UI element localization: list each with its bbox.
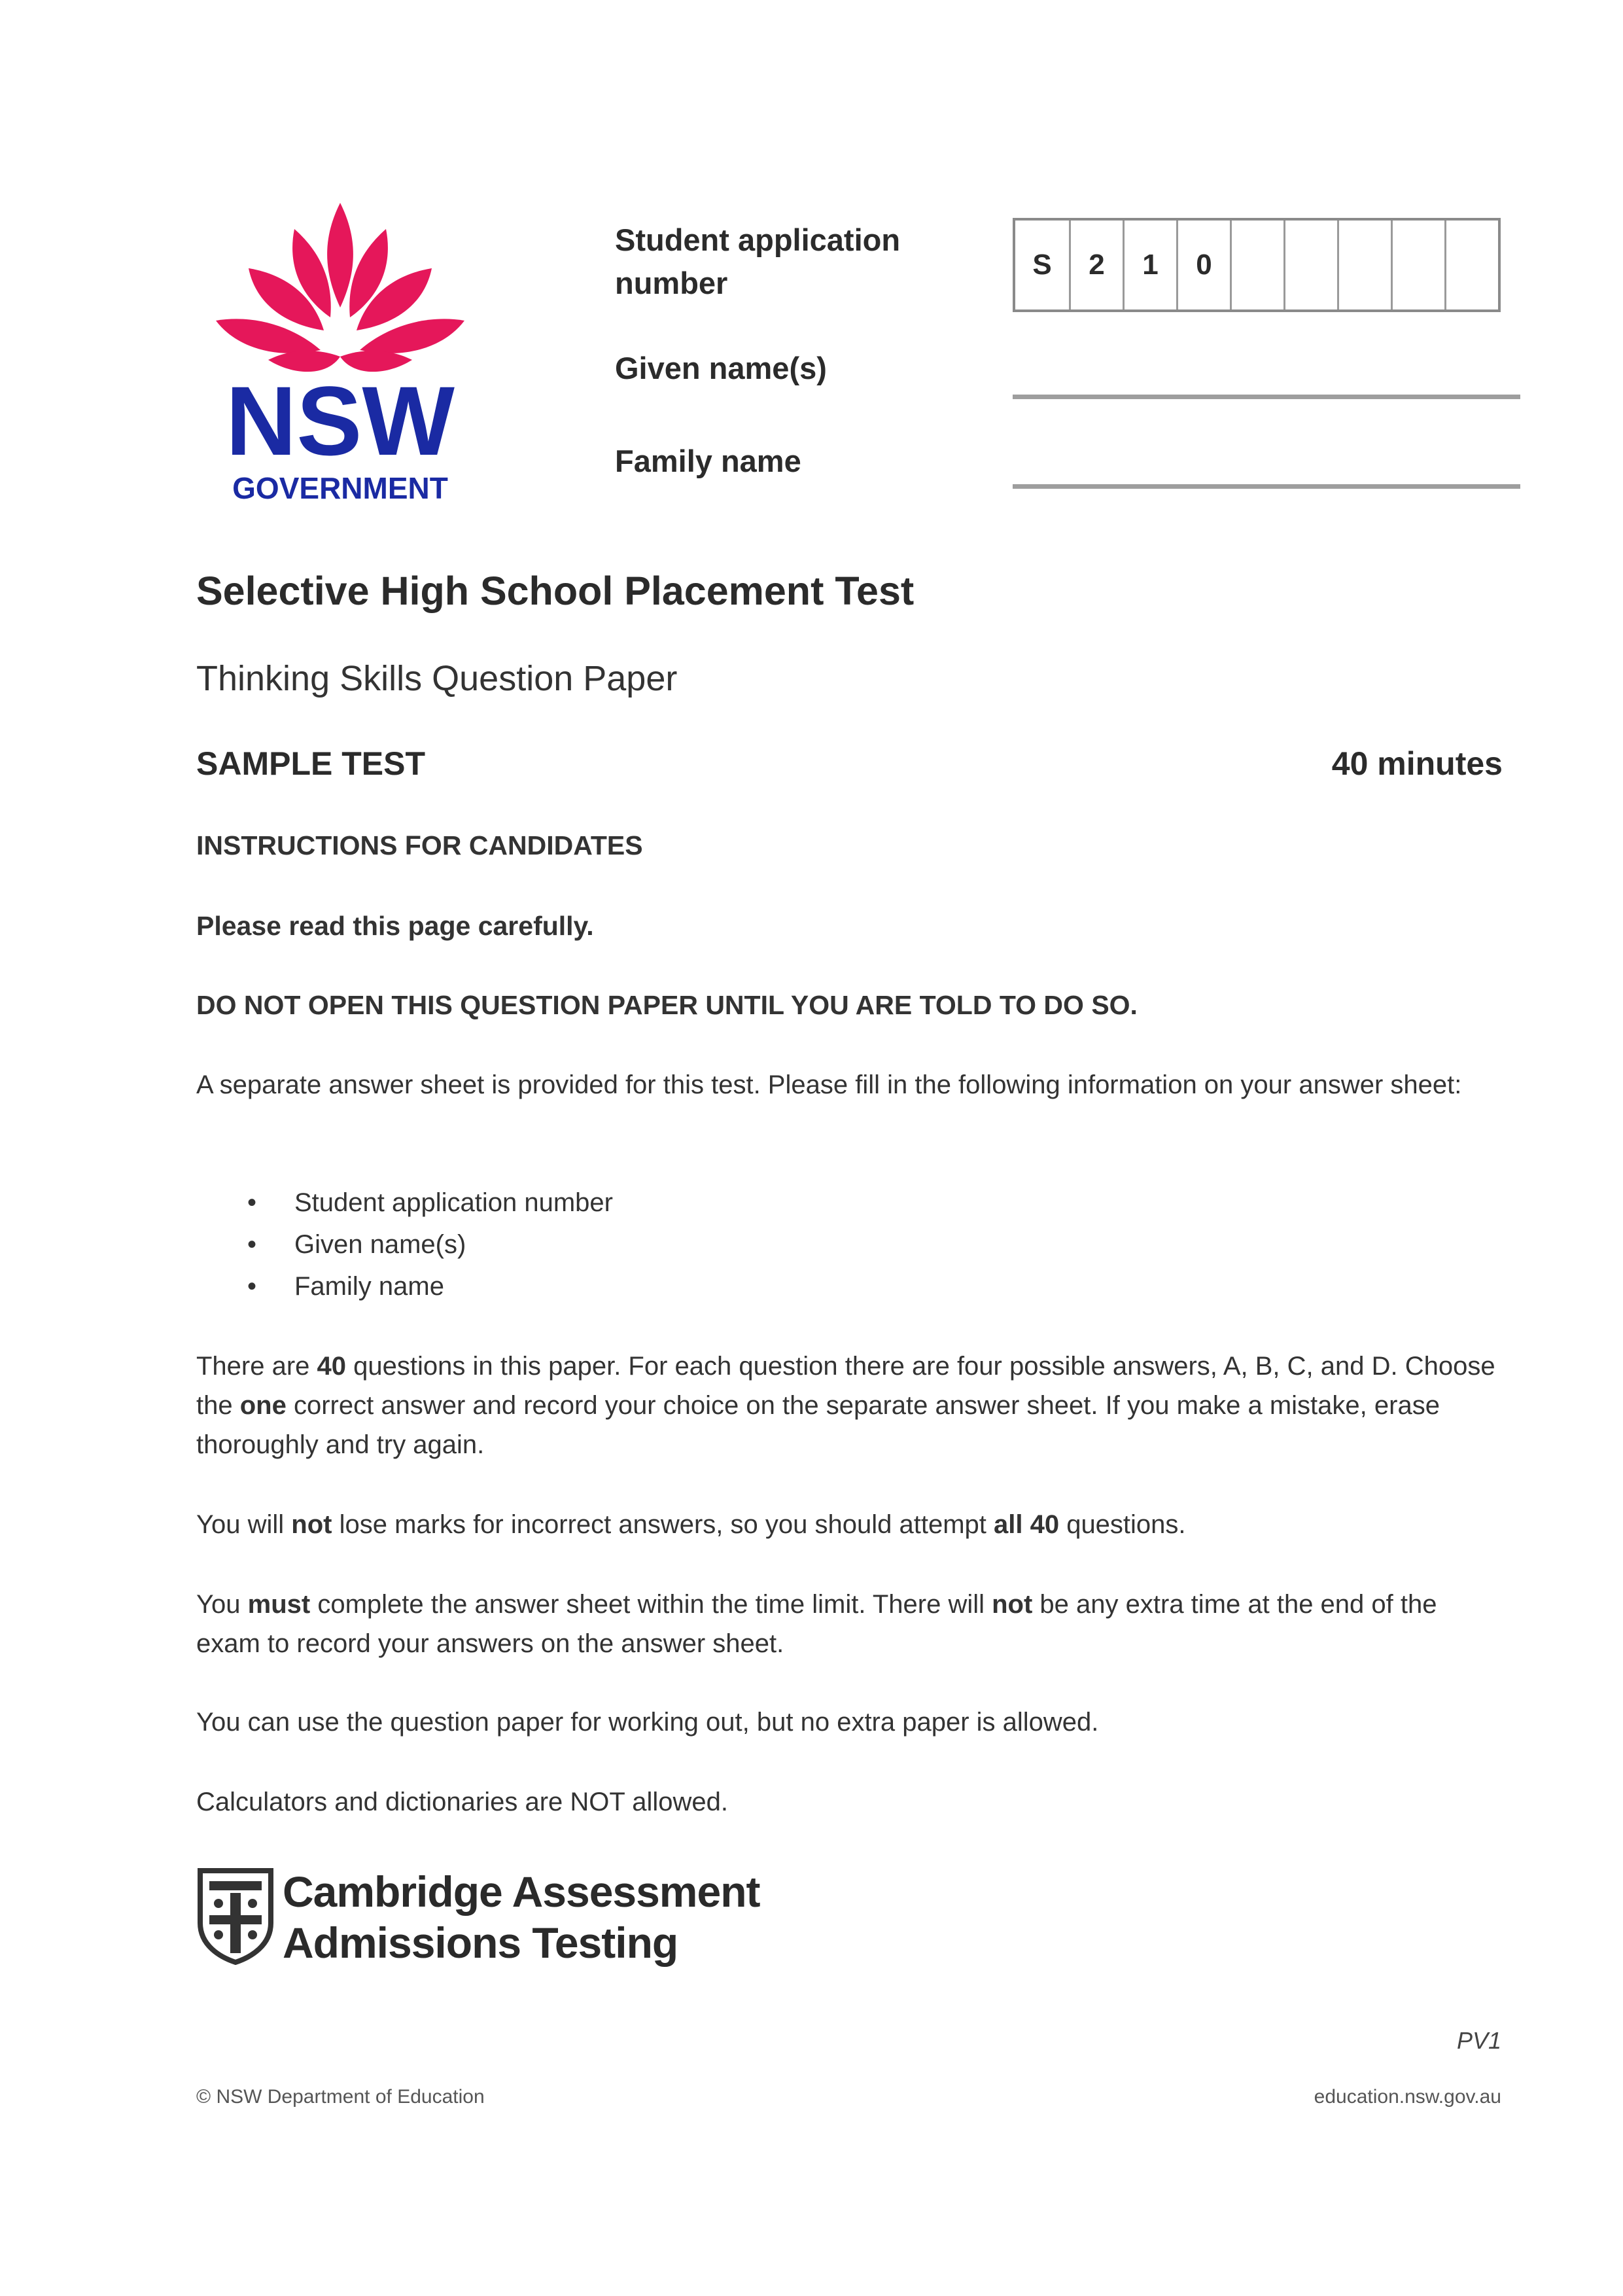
website-text: education.nsw.gov.au: [1314, 2086, 1501, 2108]
paper-code: PV1: [1456, 2027, 1501, 2054]
paper-subtitle: Thinking Skills Question Paper: [196, 659, 678, 698]
waratah-icon: [196, 196, 484, 510]
given-name-field[interactable]: [1013, 395, 1520, 399]
student-application-number-label: Student application number: [615, 222, 901, 300]
emphasis-not: not: [291, 1510, 332, 1539]
cambridge-line1: Cambridge Assessment: [283, 1867, 760, 1916]
cambridge-line2: Admissions Testing: [283, 1918, 678, 1967]
text-run: be any extra time at the end of the exam to record your answers on the answer sheet.: [196, 1590, 1437, 1658]
app-number-box[interactable]: 2: [1069, 221, 1123, 309]
marks-paragraph: [196, 1505, 1498, 1544]
app-number-box[interactable]: [1444, 221, 1498, 309]
working-out-paragraph: You can use the question paper for working out, but no extra paper is allowed.: [196, 1708, 1099, 1737]
app-number-box[interactable]: 0: [1176, 221, 1230, 309]
text-run: complete the answer sheet within the time limit. There will: [310, 1590, 992, 1619]
cambridge-shield-icon: [196, 1867, 275, 1965]
emphasis-all: all 40: [994, 1510, 1060, 1539]
text-run: correct answer and record your choice on the separate answer sheet. If you make a mistake, erase thoroughly and try again.: [196, 1391, 1440, 1459]
nsw-government-logo: [196, 196, 484, 510]
sample-test-label: SAMPLE TEST: [196, 745, 426, 782]
answer-sheet-intro: A separate answer sheet is provided for this test. Please fill in the following information on your answer sheet:: [196, 1070, 1462, 1099]
text-run: You will: [196, 1510, 292, 1539]
calculators-paragraph: Calculators and dictionaries are NOT allowed.: [196, 1788, 728, 1816]
cambridge-assessment-logo-text: [283, 1866, 760, 1968]
nsw-wordmark: NSW: [226, 366, 455, 476]
text-run: questions in this paper. For each question there are four possible answers, A, B, C, and D. Choose the: [196, 1352, 1495, 1420]
given-name-label: Given name(s): [615, 351, 827, 385]
instructions-heading: INSTRUCTIONS FOR CANDIDATES: [196, 830, 643, 860]
copyright-text: © NSW Department of Education: [196, 2086, 485, 2108]
government-subtext: GOVERNMENT: [232, 471, 448, 505]
emphasis-must: must: [247, 1590, 311, 1619]
read-carefully-text: Please read this page carefully.: [196, 911, 594, 941]
answer-sheet-items-list: [247, 1182, 613, 1307]
list-item: • Student application number: [247, 1182, 613, 1224]
list-item: • Given name(s): [247, 1224, 613, 1265]
page-title: Selective High School Placement Test: [196, 569, 915, 613]
app-number-box[interactable]: [1337, 221, 1391, 309]
app-number-box[interactable]: 1: [1123, 221, 1176, 309]
emphasis-one: one: [239, 1391, 287, 1420]
time-limit-paragraph: [196, 1585, 1498, 1663]
text-run: There are: [196, 1352, 317, 1381]
app-number-box[interactable]: S: [1032, 249, 1052, 281]
emphasis-not: not: [992, 1590, 1033, 1619]
student-application-number-boxes[interactable]: [1013, 218, 1501, 312]
text-run: lose marks for incorrect answers, so you should attempt: [332, 1510, 994, 1539]
text-run: questions.: [1059, 1510, 1186, 1539]
list-item: • Family name: [247, 1265, 613, 1307]
text-run: You: [196, 1590, 248, 1619]
test-duration: 40 minutes: [1331, 745, 1503, 782]
do-not-open-warning: DO NOT OPEN THIS QUESTION PAPER UNTIL YOU ARE TOLD TO DO SO.: [196, 990, 1138, 1020]
questions-paragraph: [196, 1347, 1498, 1464]
family-name-label: Family name: [615, 444, 801, 478]
app-number-box[interactable]: [1283, 221, 1337, 309]
app-number-box[interactable]: [1230, 221, 1283, 309]
question-count: 40: [317, 1352, 347, 1381]
family-name-field[interactable]: [1013, 484, 1520, 489]
app-number-box[interactable]: [1391, 221, 1444, 309]
